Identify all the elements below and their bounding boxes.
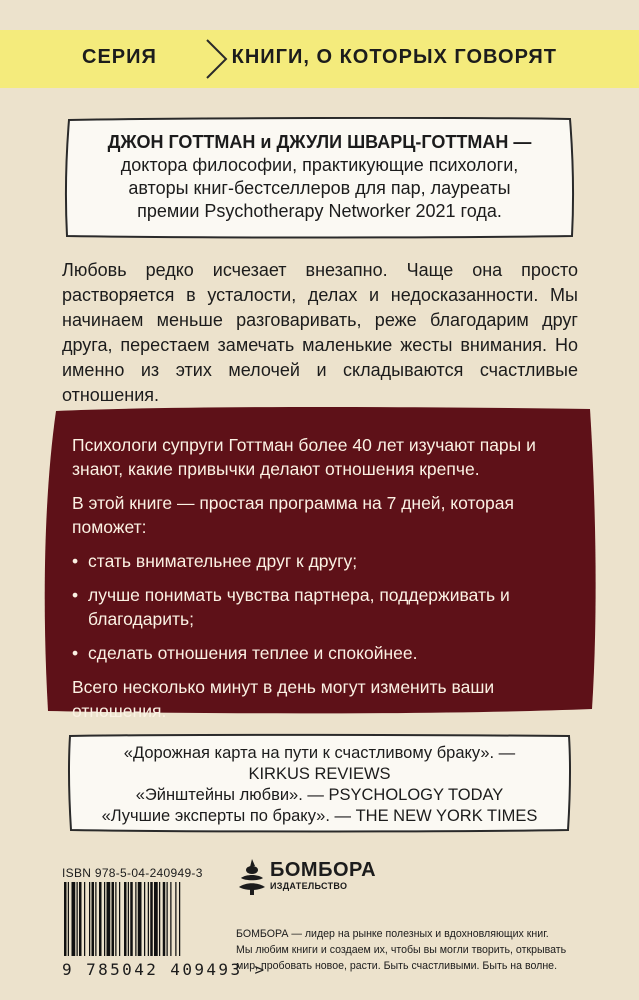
barcode-bar [112,882,115,956]
barcode-bar [104,882,105,956]
isbn: ISBN 978-5-04-240949-3 [62,866,203,880]
barcode-bar [130,882,133,956]
barcode-bar [150,882,153,956]
publisher-description-line: Мы любим книги и создаем их, чтобы вы могли творить, открывать [236,944,567,956]
quote-box [67,733,572,833]
barcode-bar [163,882,166,956]
intro-paragraph: Любовь редко исчезает внезапно. Чаще она просто растворяется в усталости, делах и недосказанности. Мы начинаем меньше разговаривать, реже благодарим друг друга, перестаем замечать маленькие жесты внимания. Но именно из этих мелочей и складываются счастливые отношения. [62,260,578,405]
series-title: КНИГИ, О КОТОРЫХ ГОВОРЯТ [231,46,557,68]
barcode-bar [135,882,136,956]
list-item [72,641,572,665]
barcode-bar [115,882,116,956]
description-paragraph: Всего несколько минут в день могут изменить ваши отношения. [72,677,495,721]
list-item [72,583,572,631]
list-item-text: стать внимательнее друг к другу; [88,551,358,571]
barcode-bar [144,882,145,956]
barcode-bar [138,882,142,956]
chevron-right-icon [200,36,230,82]
barcode-bar [107,882,111,956]
barcode-bar [119,882,120,956]
author-names: ДЖОН ГОТТМАН и ДЖУЛИ ШВАРЦ-ГОТТМАН — [107,132,532,152]
author-bio-line: премии Psychotherapy Networker 2021 года. [137,201,502,221]
barcode-bar [179,882,180,956]
barcode-bar [68,882,69,956]
barcode-bar [167,882,168,956]
barcode-bar [92,882,95,956]
barcode-bar [77,882,78,956]
barcode-bar [175,882,176,956]
bullet-icon: • [72,585,79,605]
barcode-number: 9 785042 409493 > [62,960,267,979]
barcode-bar [148,882,149,956]
quote-line: KIRKUS REVIEWS [248,765,391,783]
author-bio-line: авторы книг-бестселлеров для пар, лауреаты [128,178,511,198]
series-label: СЕРИЯ [82,46,157,68]
list-item-text: сделать отношения теплее и спокойнее. [88,643,418,663]
author-box [64,117,575,239]
barcode-bar [79,882,82,956]
barcode [62,882,222,960]
series-bar [0,30,639,88]
barcode-bar [72,882,76,956]
bullet-icon: • [72,551,79,571]
barcode-bar [89,882,90,956]
barcode-bar [154,882,158,956]
publisher-description [236,926,578,974]
publisher-description-line: БОМБОРА — лидер на рынке полезных и вдохновляющих книг. [236,928,549,940]
list-item [72,549,572,573]
barcode-bar [64,882,67,956]
benefits-list [72,549,572,665]
bullet-icon: • [72,643,79,663]
description-paragraph: Психологи супруги Готтман более 40 лет изучают пары и знают, какие привычки делают отношения крепче. [72,435,536,479]
description-paragraph: В этой книге — простая программа на 7 дней, которая поможет: [72,493,515,537]
barcode-bar [124,882,127,956]
publisher-description-line: мир, пробовать новое, расти. Быть счастливыми. Быть на волне. [236,960,558,972]
author-bio-line: доктора философии, практикующие психологи, [120,155,519,175]
barcode-bar [170,882,171,956]
list-item-text: лучше понимать чувства партнера, поддерживать и благодарить; [88,585,510,629]
barcode-bar [159,882,160,956]
barcode-bar [95,882,96,956]
quote-line: «Дорожная карта на пути к счастливому браку». — [123,744,516,762]
quote-line: «Эйнштейны любви». — PSYCHOLOGY TODAY [135,786,504,804]
publisher-name: БОМБОРА [270,859,377,881]
barcode-bar [128,882,129,956]
quote-line: «Лучшие эксперты по браку». — THE NEW YORK TIMES [101,807,538,825]
barcode-bar [99,882,102,956]
description-block [42,405,598,721]
bombora-logo-icon [238,858,266,896]
barcode-bar [84,882,85,956]
publisher-subtitle: ИЗДАТЕЛЬСТВО [270,881,348,891]
